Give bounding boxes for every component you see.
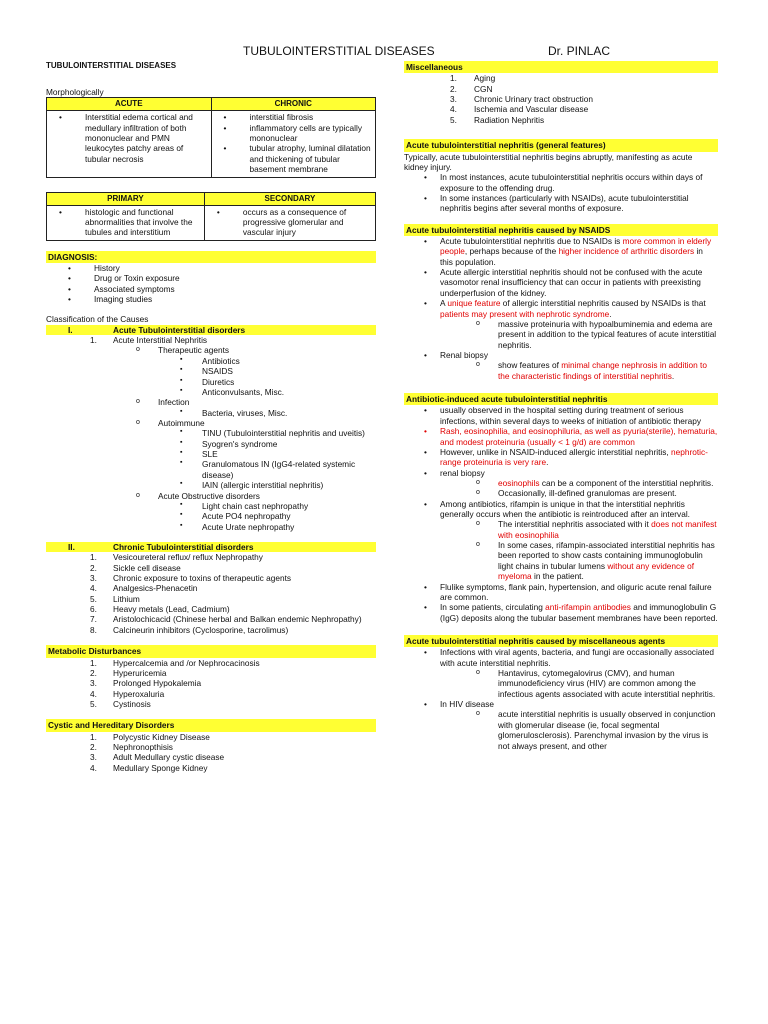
list-item: o In some cases, rifampin-associated interstitial nephritis has been reported to show casts containing immunoglobulin light chains in tubular lumens without any evidence of myeloma in the patient. [404,540,718,581]
list-item: 4. Hyperoxaluria [90,688,165,699]
list-item: ▪ Acute Urate nephropathy [46,522,376,532]
list-item: 6. Heavy metals (Lead, Cadmium) [90,604,230,615]
list-item: • Imaging studies [46,294,376,304]
list-item: 5. Lithium [90,593,140,604]
list-item: • In some patients, circulating anti-rifampin antibodies and immunoglobulin G (IgG) deposits along the tubular basement membranes have been reported. [404,602,718,623]
list-item: • interstitial fibrosis [214,112,374,122]
list-item: o Hantavirus, cytomegalovirus (CMV), and human immunodeficiency virus (HIV) are common among the infectious agents associated with acute interstitial nephritis. [404,668,718,699]
acute-interstitial-nephritis: 1. Acute Interstitial Nephritis [90,335,208,346]
list-item: ▪ TINU (Tubulointerstitial nephritis and uveitis) [46,428,376,438]
list-item: • However, unlike in NSAID-induced allergic interstitial nephritis, nephrotic-range proteinuria is very rare. [404,447,718,468]
section-heading: TUBULOINTERSTITIAL DISEASES [46,61,177,70]
list-item: • renal biopsy o eosinophils can be a component of the interstitial nephritis. o Occasionally, ill-defined granulomas are present. [404,468,718,499]
list-item: o show features of minimal change nephrosis in addition to the characteristic findings of interstitial nephritis. [404,360,718,381]
table-header-chronic: CHRONIC [211,98,376,111]
list-item: 1. Hypercalcemia and /or Nephrocacinosis [90,657,260,668]
list-item: 7. Aristolochicacid (Chinese herbal and Balkan endemic Nephropathy) [90,614,362,625]
list-item: • A unique feature of allergic interstitial nephritis caused by NSAIDs is that patients may present with nephrotic syndrome. o massive proteinuria with hypoalbuminemia and edema are present in addition to the typical features of acute interstitial nephritis. [404,298,718,350]
table-header-primary: PRIMARY [47,192,205,205]
metabolic-list [46,658,376,710]
list-item: 4. Analgesics-Phenacetin [90,583,198,594]
list-item: • Rash, eosinophilia, and eosinophiluria, as well as pyuria(sterile), hematuria, and modest proteinuria (usually < 1 g/d) are common [404,426,718,447]
list-item: • Interstitial edema cortical and medullary infiltration of both mononuclear and PMN leukocytes patchy areas of tubular necrosis [49,112,209,164]
list-item: 4. Ischemia and Vascular disease [450,104,589,115]
misc-heading: Miscellaneous [404,61,718,73]
list-item: ▪ Anticonvulsants, Misc. [46,387,376,397]
list-item: ▪ Diuretics [46,377,376,387]
author-name: Dr. PINLAC [548,44,611,58]
obstructive-list [46,501,376,532]
infection-label: o Infection [46,397,376,407]
list-item: o The interstitial nephritis associated with it does not manifest with eosinophilia [404,519,718,540]
list-item: ▪ Light chain cast nephropathy [46,501,376,511]
document-title: TUBULOINTERSTITIAL DISEASES [243,44,435,58]
list-item: o eosinophils can be a component of the interstitial nephritis. [404,478,718,488]
autoimmune-list [46,428,376,490]
general-list [404,172,718,213]
general-features-heading: Acute tubulointerstitial nephritis (general features) [404,139,718,151]
general-intro: Typically, acute tubulointerstitial nephritis begins abruptly, manifesting as acute kidney injury. [404,151,693,172]
chronic-list [46,552,376,635]
list-item: 2. Sickle cell disease [90,562,181,573]
primary-cell [47,205,205,240]
list-item: ▪ SLE [46,449,376,459]
list-item: 8. Calcineurin inhibitors (Cyclosporine, tacrolimus) [90,624,289,635]
list-item: o acute interstitial nephritis is usually observed in conjunction with glomerular disease (ie, focal segmental glomerulosclerosis). Parenchymal invasion by the virus is not always present, and other [404,709,718,750]
right-column [404,61,718,751]
list-item: 3. Chronic Urinary tract obstruction [450,94,593,105]
misc-list [404,73,718,125]
diagnosis-heading: DIAGNOSIS: [46,251,376,263]
therapeutic-list [46,356,376,397]
list-item: o massive proteinuria with hypoalbuminemia and edema are present in addition to the typical features of acute interstitial nephritis. [404,319,718,350]
list-item: • Flulike symptoms, flank pain, hypertension, and oliguric acute renal failure are common. [404,582,718,603]
list-item: • In some instances (particularly with NSAIDs), acute tubulointerstitial nephritis begins after several months of exposure. [404,193,718,214]
list-item: ▪ Bacteria, viruses, Misc. [46,408,376,418]
list-item: o Occasionally, ill-defined granulomas are present. [404,488,718,498]
obstructive-label: o Acute Obstructive disorders [46,491,376,501]
list-item: • Renal biopsy o show features of minimal change nephrosis in addition to the characteristic findings of interstitial nephritis. [404,350,718,381]
list-item: 4. Medullary Sponge Kidney [90,762,208,773]
list-item: • usually observed in the hospital setting during treatment of serious infections, within several days to weeks of initiation of antibiotic therapy [404,405,718,426]
left-column [46,61,376,773]
list-item: 2. CGN [450,83,493,94]
list-item: • inflammatory cells are typically mononuclear [214,123,374,144]
primary-secondary-table [46,192,376,241]
list-item: 3. Prolonged Hypokalemia [90,678,202,689]
antibiotic-list [404,405,718,623]
list-item: • occurs as a consequence of progressive glomerular and vascular injury [207,207,373,238]
list-item: 5. Radiation Nephritis [450,114,545,125]
list-item: ▪ Antibiotics [46,356,376,366]
table-header-acute: ACUTE [47,98,212,111]
list-item: • histologic and functional abnormalities that involve the tubules and interstitium [49,207,202,238]
cystic-heading: Cystic and Hereditary Disorders [46,719,376,731]
list-item: 2. Hyperuricemia [90,667,167,678]
list-item: • Acute tubulointerstitial nephritis due to NSAIDs is more common in elderly people, perhaps because of the higher incidence of arthritic disorders in this population. [404,236,718,267]
list-item: • Among antibiotics, rifampin is unique in that the interstitial nephritis generally occurs when the antibiotic is reintroduced after an interval. o The interstitial nephritis associated with it does not manifest with eosinophilia o In some cases, rifampin-associated interstitial nephritis has been reported to show casts containing immunoglobulin light chains in tubular lumens without any evidence of myeloma in the patient. [404,499,718,582]
list-item: ▪ Granulomatous IN (IgG4-related systemic disease) [46,459,376,480]
secondary-cell [204,205,375,240]
acute-disorders-heading: I. Acute Tubulointerstitial disorders [46,325,376,335]
list-item: ▪ NSAIDS [46,366,376,376]
chronic-disorders-heading: II. Chronic Tubulointerstitial disorders [46,542,376,552]
list-item: 5. Cystinosis [90,698,151,709]
list-item: • In most instances, acute tubulointerstitial nephritis occurs within days of exposure to the offending drug. [404,172,718,193]
list-item: ▪ Acute PO4 nephropathy [46,511,376,521]
acute-cell [47,111,212,177]
metabolic-heading: Metabolic Disturbances [46,645,376,657]
diagnosis-list [46,263,376,304]
morph-label: Morphologically [46,87,104,97]
misc-agents-heading: Acute tubulointerstitial nephritis caused by miscellaneous agents [404,635,718,647]
morphology-table [46,97,376,177]
nsaids-list [404,236,718,381]
list-item: • tubular atrophy, luminal dilatation and thickening of tubular basement membrane [214,143,374,174]
list-item: 2. Nephronopthisis [90,742,173,753]
list-item: • Drug or Toxin exposure [46,273,376,283]
nsaids-heading: Acute tubulointerstitial nephritis caused by NSAIDS [404,224,718,236]
list-item: • Acute allergic interstitial nephritis should not be confused with the acute vasomotor renal insufficiency that can occur in patients with preexisting underperfusion of the kidney. [404,267,718,298]
misc-agents-list [404,647,718,751]
list-item: 3. Chronic exposure to toxins of therapeutic agents [90,573,292,584]
list-item: ▪ IAIN (allergic interstitial nephritis) [46,480,376,490]
infection-list [46,408,376,418]
list-item: 1. Vesicoureteral reflux/ reflux Nephropathy [90,552,263,563]
table-header-secondary: SECONDARY [204,192,375,205]
list-item: • History [46,263,376,273]
therapeutic-label: o Therapeutic agents [46,345,376,355]
antibiotic-heading: Antibiotic-induced acute tubulointerstitial nephritis [404,393,718,405]
list-item: ▪ Syogren's syndrome [46,439,376,449]
list-item: • Associated symptoms [46,284,376,294]
list-item: • In HIV disease o acute interstitial nephritis is usually observed in conjunction with glomerular disease (ie, focal segmental glomerulosclerosis). Parenchymal invasion by the virus is not always present, and other [404,699,718,751]
list-item: • Infections with viral agents, bacteria, and fungi are occasionally associated with acute interstitial nephritis. o Hantavirus, cytomegalovirus (CMV), and human immunodeficiency virus (HIV) are common among the infectious agents associated with acute interstitial nephritis. [404,647,718,699]
list-item: 3. Adult Medullary cystic disease [90,752,225,763]
list-item: 1. Aging [450,73,496,84]
classification-label: Classification of the Causes [46,314,149,325]
autoimmune-label: o Autoimmune [46,418,376,428]
chronic-cell [211,111,376,177]
cystic-list [46,732,376,773]
list-item: 1. Polycystic Kidney Disease [90,731,210,742]
